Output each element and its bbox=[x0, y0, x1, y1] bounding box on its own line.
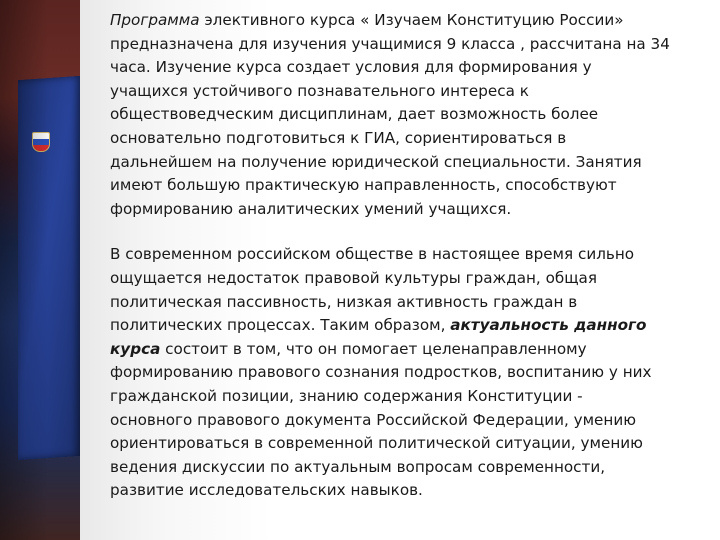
text-line: основного правового документа Российской Федерации, умению bbox=[110, 410, 636, 429]
text-line: гражданской позиции, знанию содержания Конституции - bbox=[110, 386, 583, 405]
photo-shadow bbox=[0, 0, 80, 540]
text-line: ведения дискуссии по актуальным вопросам современности, bbox=[110, 457, 606, 476]
text-line: обществоведческим дисциплинам, дает возможность более bbox=[110, 105, 599, 124]
text-line: В современном российском обществе в настоящее время сильно bbox=[110, 245, 635, 264]
text-line: курса состоит в том, что он помогает целенаправленному bbox=[110, 339, 587, 358]
program-word: Программа bbox=[110, 11, 200, 29]
text-line: учащихся устойчивого познавательного интереса к bbox=[110, 81, 529, 100]
paragraph-course-relevance bbox=[110, 243, 710, 503]
text-line: Программа элективного курса « Изучаем Конституцию России» bbox=[110, 11, 624, 29]
paragraph-course-description bbox=[110, 9, 710, 221]
text-line: политических процессах. Таким образом, актуальность данного bbox=[110, 316, 647, 335]
text-line: основательно подготовиться к ГИА, сориентироваться в bbox=[110, 128, 567, 147]
text-line: ориентироваться в современной политической ситуации, умению bbox=[110, 434, 643, 453]
constitution-book-photo bbox=[0, 0, 80, 540]
relevance-phrase-end: курса bbox=[110, 339, 161, 358]
text-line: формированию правового сознания подростков, воспитанию у них bbox=[110, 363, 652, 382]
slide-content bbox=[110, 9, 710, 503]
text-line: политическая пассивность, низкая активность граждан в bbox=[110, 292, 578, 311]
relevance-phrase: актуальность данного bbox=[450, 316, 647, 335]
text-line: развитие исследовательских навыков. bbox=[110, 481, 423, 500]
text-line: часа. Изучение курса создает условия для формирования у bbox=[110, 58, 592, 77]
text-line: формированию аналитических умений учащихся. bbox=[110, 199, 512, 218]
text-line: предназначена для изучения учащимися 9 класса , рассчитана на 34 bbox=[110, 34, 670, 53]
text-line: ощущается недостаток правовой культуры граждан, общая bbox=[110, 268, 597, 287]
text-line: дальнейшем на получение юридической специальности. Занятия bbox=[110, 152, 642, 171]
text-line: имеют большую практическую направленность, способствуют bbox=[110, 176, 617, 195]
